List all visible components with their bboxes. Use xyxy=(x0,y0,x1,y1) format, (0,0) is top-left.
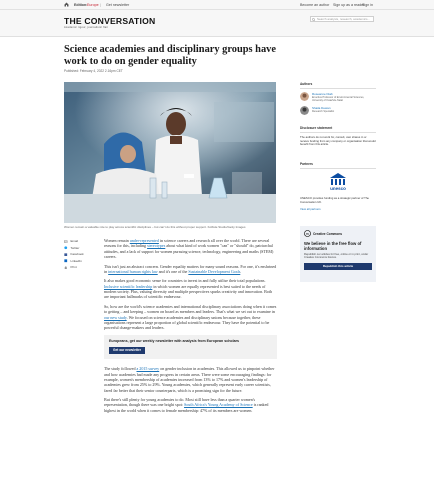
inline-link[interactable]: a 2015 survey xyxy=(136,366,160,372)
author-name[interactable]: Shaila Dewan xyxy=(312,106,331,110)
disclosure-heading: Disclosure statement xyxy=(300,126,376,133)
search-placeholder: Search analysis, research, academics... xyxy=(317,17,371,21)
republish-button[interactable]: Republish this article xyxy=(304,263,372,270)
topbar-divider: | xyxy=(100,3,101,7)
unesco-logo[interactable] xyxy=(300,172,376,194)
author-role: Research Specialist xyxy=(312,110,335,113)
authors-section xyxy=(300,82,376,120)
inline-link[interactable]: Inclusive scientific leadership xyxy=(104,283,153,289)
paragraph: The study followed a 2015 survey on gender inclusion in academies. This allowed us to pinpoint whether and how academies had made any progress in certain areas. There were some encouraging findings: for example, women's membership of academies increased from 13% to 17% and women's leadership of academies grew from 25% to 29%. Young academies, which generally represent early career scientists, fared far better that their senior counterparts, which is a promising sign for the future. xyxy=(104,366,275,393)
creative-commons-brand: cc Creative Commons xyxy=(305,231,343,236)
linkedin-icon xyxy=(64,259,68,263)
paragraph: But there's still plenty for young academies to do. Most still have less than a quarter women's representation, though there was one bright spot: South Africa's Young Academy of Science is ranked highest in the world when it comes to female membership: 47% of its members are women. xyxy=(104,397,269,413)
search-icon xyxy=(312,18,316,22)
inline-link[interactable]: international human rights law xyxy=(108,268,158,274)
search-input[interactable] xyxy=(310,16,374,22)
top-bar xyxy=(0,0,434,10)
author-name[interactable]: Roseanne Diab xyxy=(312,92,333,96)
share-label: Email xyxy=(70,239,79,244)
edition-label: Edition: xyxy=(74,3,88,7)
svg-text:cc: cc xyxy=(305,231,310,236)
twitter-icon xyxy=(64,246,68,250)
partners-section xyxy=(300,162,376,211)
author-card[interactable] xyxy=(300,106,376,120)
newsletter-box xyxy=(104,335,277,359)
inline-link[interactable]: Sustainable Development Goals xyxy=(188,268,241,274)
avatar xyxy=(300,92,309,101)
partners-heading: Partners xyxy=(300,162,376,169)
article-body xyxy=(104,238,277,417)
share-bar xyxy=(64,238,94,271)
creative-commons-icon xyxy=(304,230,311,237)
newsletter-button[interactable]: Get our newsletter xyxy=(109,347,145,355)
signup-link[interactable]: Sign up as a reader xyxy=(333,3,365,7)
author-role: Emeritus Professor of Environmental Sciences, University of KwaZulu-Natal xyxy=(312,96,365,102)
signin-link[interactable]: Sign in xyxy=(362,3,373,7)
avatar xyxy=(300,106,309,115)
inline-link[interactable]: our new study xyxy=(104,314,127,320)
edition-selector[interactable]: Europe xyxy=(87,3,99,7)
view-all-partners-link[interactable]: View all partners xyxy=(300,207,321,211)
publish-date: Published: February 4, 2022 2.16pm CET xyxy=(64,69,123,73)
republish-text: Republish our articles for free, online or in print, under Creative Commons licence. xyxy=(304,253,369,260)
partner-logo-text: unesco xyxy=(330,186,346,191)
share-label: Twitter xyxy=(70,245,80,250)
get-newsletter-link[interactable]: Get newsletter xyxy=(106,3,130,7)
share-label: Facebook xyxy=(70,252,84,257)
article-title: Science academies and disciplinary groups have work to do on gender equality xyxy=(64,44,276,67)
home-icon[interactable] xyxy=(64,2,69,7)
newsletter-text: Europeans, get our weekly newsletter with analysis from European scholars xyxy=(109,338,240,343)
image-caption: Women remain a valuable role to play across scientific disciplines – but can't do this without proper support. KolbHe Studio/Getty Images xyxy=(64,225,246,229)
republish-box xyxy=(300,226,376,282)
hero-image xyxy=(64,82,276,223)
paragraph: This isn't just an abstract concern. Gender equality matters for many sound reasons. For one, it's enshrined in international human rights law and it's one of the Sustainable Development Goals. xyxy=(104,263,277,274)
facebook-icon xyxy=(64,253,68,257)
paragraph: It also makes good economic sense for countries to invest in and fully utilise their total populations. Inclusive scientific leadership in which women are equally represented is best suited to the needs of modern society. Plus, valuing diversity and multiple perspectives sparks creativity and innovation. Both are important hallmarks of scientific endeavour. xyxy=(104,278,272,300)
site-logo[interactable]: THE CONVERSATION xyxy=(64,16,156,26)
inline-link[interactable]: South Africa's Young Academy of Science xyxy=(184,402,253,408)
inline-link[interactable]: under-represented xyxy=(129,238,159,243)
share-label: Print xyxy=(70,265,77,270)
disclosure-text: The authors do not work for, consult, own shares in or receive funding from any company or organisation that would benefit from this article. xyxy=(300,135,376,146)
author-card[interactable] xyxy=(300,92,376,106)
share-print-button[interactable] xyxy=(64,264,94,271)
share-label: LinkedIn xyxy=(70,258,82,263)
paragraph: Women remain under-represented in science careers and research all over the world. There are several reasons for this, including stereotypes about what kind of work women "can" or "should" do, patriarchal attitudes, and a lack of support for women pursuing science, technology, engineering and maths (STEM) careers. xyxy=(104,238,274,260)
republish-heading: We believe in the free flow of information xyxy=(304,241,362,251)
authors-heading: Authors xyxy=(300,82,376,89)
inline-link[interactable]: stereotypes xyxy=(147,243,166,249)
masthead xyxy=(0,10,434,37)
disclosure-section xyxy=(300,126,376,147)
print-icon xyxy=(64,266,68,270)
site-tagline: Academic rigour, journalistic flair xyxy=(64,26,109,29)
email-icon xyxy=(64,240,68,244)
become-author-link[interactable]: Become an author xyxy=(300,3,330,7)
partner-text: UNESCO provides funding as a strategic partner of The Conversation UK. xyxy=(300,196,369,204)
paragraph: So, how are the world's science academies and international disciplinary associations doing when it comes to getting – and keeping – women on board as members and leaders. That's what we set out to examine in our new study. We focused on science academies and disciplinary unions because together, these organisations represent a large proportion of global scientific endeavour. They have the potential to be powerful change-makers and leaders. xyxy=(104,304,277,331)
